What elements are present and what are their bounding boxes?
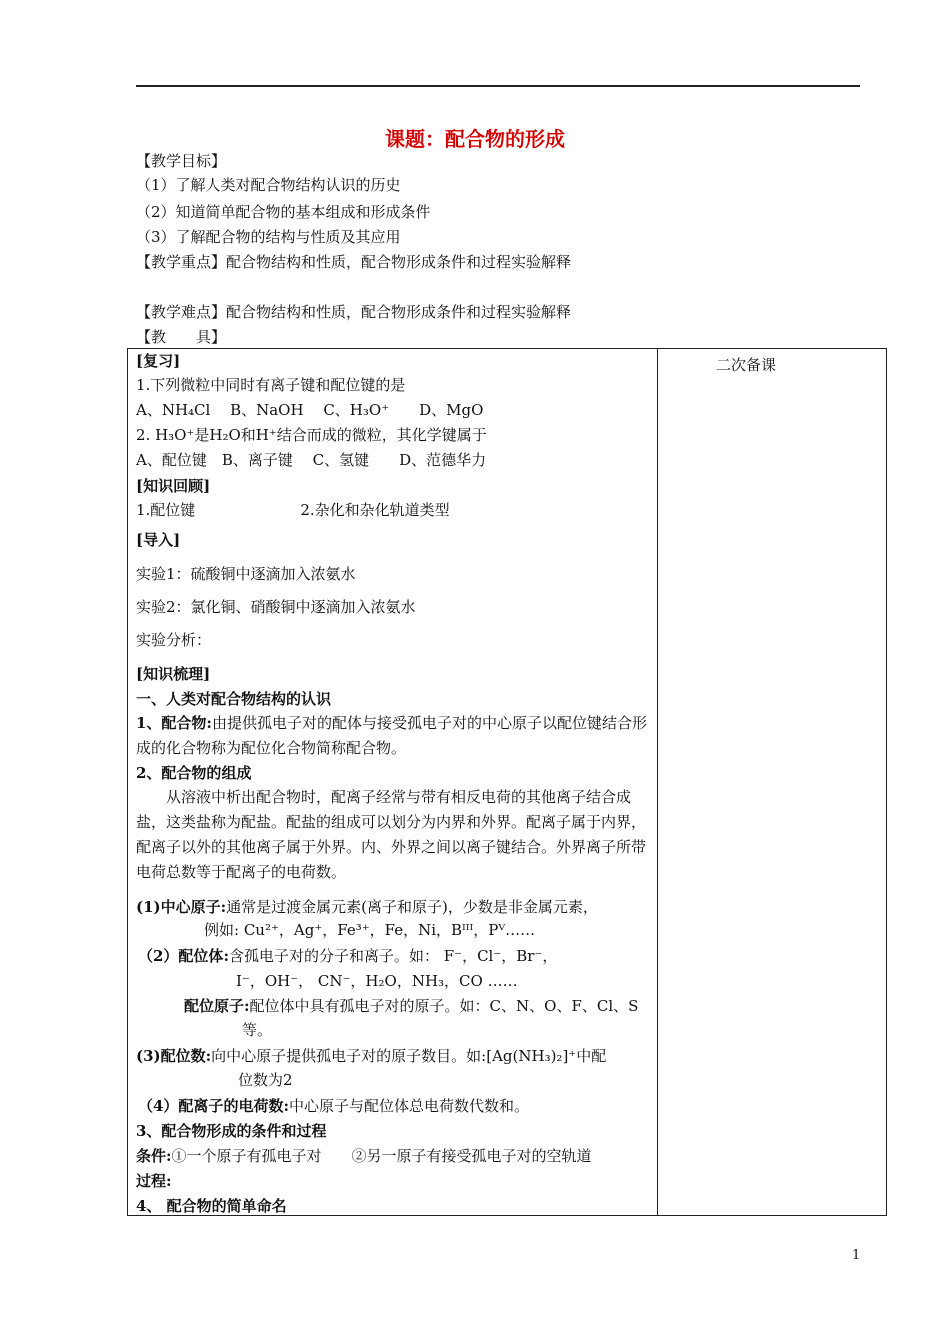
intro-heading: [导入] bbox=[136, 531, 181, 549]
review-question-2: 2. H₃O⁺是H₂O和H⁺结合而成的微粒，其化学键属于 bbox=[136, 426, 487, 444]
objective-3: （3）了解配合物的结构与性质及其应用 bbox=[136, 228, 401, 246]
donor-atom-label: 配位原子: bbox=[184, 997, 250, 1015]
experiment-analysis: 实验分析： bbox=[136, 631, 212, 649]
recall-heading: [知识回顾] bbox=[136, 477, 211, 495]
difficult-points: 【教学难点】配合物结构和性质，配合物形成条件和过程实验解释 bbox=[136, 303, 572, 321]
coordination-number-tail: 位数为2 bbox=[238, 1071, 293, 1089]
side-note-label: 二次备课 bbox=[716, 356, 777, 374]
section-2-heading: 2、配合物的组成 bbox=[136, 764, 252, 782]
ligand-label: （2）配位体: bbox=[138, 947, 229, 965]
ligand-line bbox=[138, 946, 557, 966]
definition-label: 1、配合物: bbox=[136, 714, 212, 732]
page-number: 1 bbox=[852, 1248, 861, 1263]
composition-paragraph: 从溶液中析出配合物时，配离子经常与带有相反电荷的其他离子结合成盐，这类盐称为配盐。配盐的组成可以划分为内界和外界。配离子属于内界，配离子以外的其他离子属于外界。内、外界之间以离子键结合。外界离子所带电荷总数等于配离子的电荷数。 bbox=[136, 788, 647, 881]
central-atom-line bbox=[136, 897, 598, 917]
conditions-label: 条件: bbox=[136, 1147, 172, 1165]
process-label: 过程: bbox=[136, 1172, 172, 1190]
review-question-1-options: A、NH₄Cl B、NaOH C、H₃O⁺ D、MgO bbox=[136, 401, 484, 419]
review-question-2-options: A、配位键 B、离子键 C、氢键 D、范德华力 bbox=[136, 451, 487, 469]
ion-charge-text: 中心原子与配位体总电荷数代数和。 bbox=[288, 1097, 529, 1115]
header-rule bbox=[136, 85, 860, 87]
objective-1: （1）了解人类对配合物结构认识的历史 bbox=[136, 176, 401, 194]
page-title: 课题：配合物的形成 bbox=[385, 127, 565, 151]
recall-items: 1.配位键 2.杂化和杂化轨道类型 bbox=[136, 501, 450, 519]
ion-charge-line bbox=[138, 1096, 529, 1116]
donor-atom-tail: 等。 bbox=[242, 1021, 273, 1039]
central-atom-label: (1)中心原子: bbox=[136, 898, 227, 916]
definition-paragraph bbox=[136, 711, 650, 761]
objective-2: （2）知道简单配合物的基本组成和形成条件 bbox=[136, 203, 431, 221]
key-points: 【教学重点】配合物结构和性质，配合物形成条件和过程实验解释 bbox=[136, 253, 572, 271]
section-4-heading: 4、 配合物的简单命名 bbox=[136, 1197, 287, 1215]
ion-charge-label: （4）配离子的电荷数: bbox=[138, 1097, 289, 1115]
experiment-1: 实验1：硫酸铜中逐滴加入浓氨水 bbox=[136, 565, 356, 583]
conditions-text: ①一个原子有孤电子对 ②另一原子有接受孤电子对的空轨道 bbox=[171, 1147, 592, 1165]
table-column-divider bbox=[657, 348, 658, 1216]
ligand-text: 含孤电子对的分子和离子。如： F⁻，Cl⁻，Br⁻， bbox=[228, 947, 558, 965]
coordination-number-line bbox=[136, 1046, 606, 1066]
sort-heading: [知识梳理] bbox=[136, 665, 211, 683]
donor-atom-text: 配位体中具有孤电子对的原子。如：C、N、O、F、Cl、S bbox=[249, 997, 639, 1015]
section-3-heading: 3、配合物形成的条件和过程 bbox=[136, 1122, 327, 1140]
teaching-aids: 【教 具】 bbox=[136, 328, 227, 346]
donor-atom-line bbox=[184, 996, 638, 1016]
conditions-line bbox=[136, 1146, 592, 1166]
section-1-heading: 一、人类对配合物结构的认识 bbox=[136, 690, 332, 708]
central-atom-text: 通常是过渡金属元素(离子和原子)，少数是非金属元素， bbox=[226, 898, 598, 916]
objectives-heading: 【教学目标】 bbox=[136, 152, 227, 170]
coordination-number-label: (3)配位数: bbox=[136, 1047, 212, 1065]
review-question-1: 1.下列微粒中同时有离子键和配位键的是 bbox=[136, 376, 406, 394]
review-heading: [复习] bbox=[136, 352, 181, 370]
ligand-examples: I⁻，OH⁻， CN⁻，H₂O，NH₃，CO …… bbox=[236, 972, 518, 990]
coordination-number-text: 向中心原子提供孤电子对的原子数目。如:[Ag(NH₃)₂]⁺中配 bbox=[211, 1047, 607, 1065]
definition-text: 由提供孤电子对的配体与接受孤电子对的中心原子以配位键结合形成的化合物称为配位化合物简称配合物。 bbox=[136, 714, 647, 757]
central-atom-examples: 例如: Cu²⁺，Ag⁺，Fe³⁺，Fe，Ni，Bᴵᴵᴵ，Pⱽ…… bbox=[204, 921, 536, 939]
experiment-2: 实验2：氯化铜、硝酸铜中逐滴加入浓氨水 bbox=[136, 598, 416, 616]
